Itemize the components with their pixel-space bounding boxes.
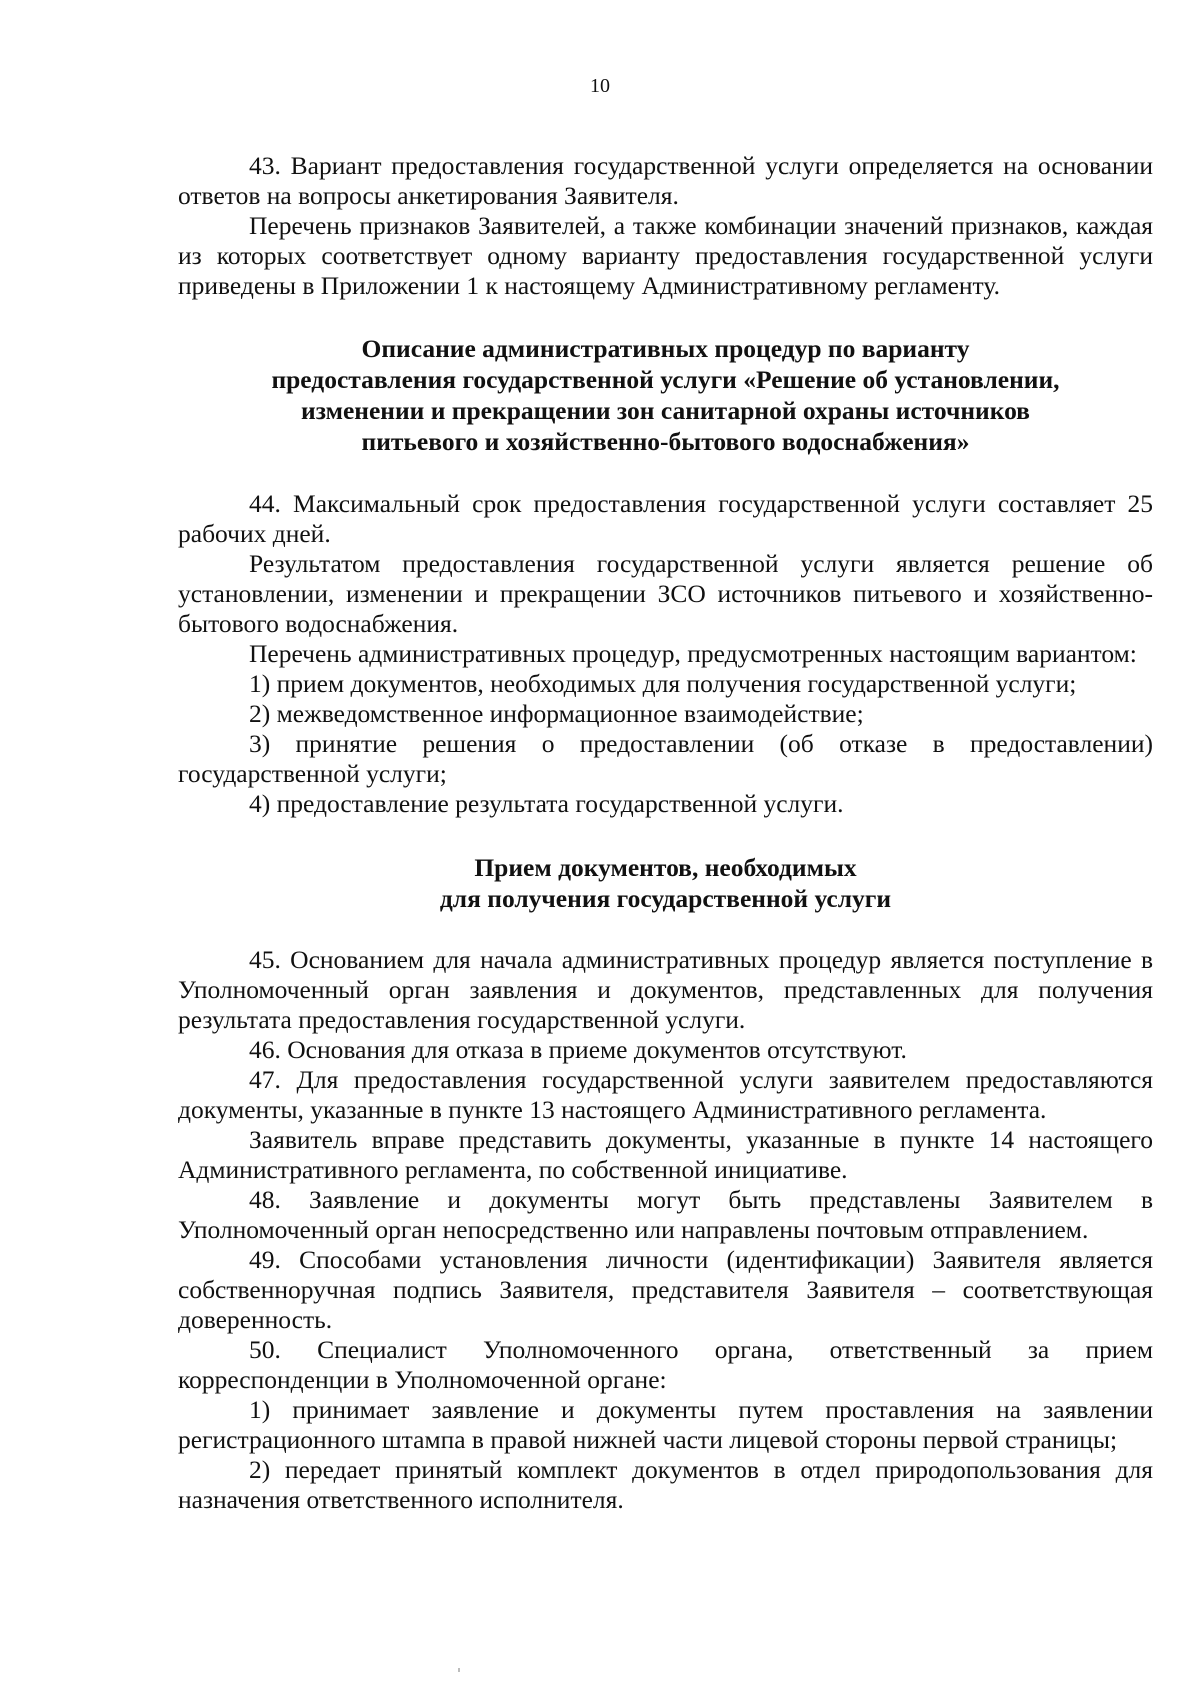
heading-line: Описание административных процедур по варианту bbox=[361, 334, 970, 363]
page-number: 10 bbox=[590, 75, 610, 97]
heading-line: Прием документов, необходимых bbox=[474, 853, 857, 882]
paragraph-procedure-list-intro: Перечень административных процедур, предусмотренных настоящим вариантом: bbox=[249, 639, 1137, 668]
list-item: 1) прием документов, необходимых для получения государственной услуги; bbox=[249, 669, 1077, 698]
list-item: 2) межведомственное информационное взаимодействие; bbox=[249, 699, 864, 728]
paragraph-48: 48. Заявление и документы могут быть представлены Заявителем в Уполномоченный орган непосредственно или направлены почтовым отправлением. bbox=[178, 1185, 1153, 1244]
paragraph-applicant-right: Заявитель вправе представить документы, указанные в пункте 14 настоящего Административного регламента, по собственной инициативе. bbox=[178, 1125, 1153, 1184]
paragraph-45: 45. Основанием для начала административных процедур является поступление в Уполномоченный орган заявления и документов, представленных для получения результата предоставления государственной услуги. bbox=[178, 945, 1153, 1034]
list-item: 1) принимает заявление и документы путем проставления на заявлении регистрационного штампа в правой нижней части лицевой стороны первой страницы; bbox=[178, 1395, 1153, 1454]
heading-line: изменении и прекращении зон санитарной охраны источников bbox=[301, 396, 1030, 425]
paragraph-applicant-features: Перечень признаков Заявителей, а также комбинации значений признаков, каждая из которых соответствует одному варианту предоставления государственной услуги приведены в Приложении 1 к настоящему Административному регламенту. bbox=[178, 211, 1153, 300]
heading-line: для получения государственной услуги bbox=[439, 884, 892, 913]
section-heading-procedures bbox=[178, 333, 1153, 457]
list-item: 2) передает принятый комплект документов в отдел природопользования для назначения ответственного исполнителя. bbox=[178, 1455, 1153, 1514]
paragraph-43: 43. Вариант предоставления государственной услуги определяется на основании ответов на вопросы анкетирования Заявителя. bbox=[178, 151, 1153, 210]
paragraph-46: 46. Основания для отказа в приеме документов отсутствуют. bbox=[249, 1035, 907, 1064]
heading-line: питьевого и хозяйственно-бытового водоснабжения» bbox=[361, 427, 970, 456]
section-heading-document-intake bbox=[178, 852, 1153, 914]
paragraph-47: 47. Для предоставления государственной услуги заявителем предоставляются документы, указанные в пункте 13 настоящего Административного регламента. bbox=[178, 1065, 1153, 1124]
paragraph-49: 49. Способами установления личности (идентификации) Заявителя является собственноручная подпись Заявителя, представителя Заявителя – соответствующая доверенность. bbox=[178, 1245, 1153, 1334]
paragraph-result: Результатом предоставления государственной услуги является решение об установлении, изменении и прекращении ЗСО источников питьевого и хозяйственно-бытового водоснабжения. bbox=[178, 549, 1153, 638]
list-item: 4) предоставление результата государственной услуги. bbox=[249, 789, 844, 818]
list-item: 3) принятие решения о предоставлении (об отказе в предоставлении) государственной услуги; bbox=[178, 729, 1153, 788]
heading-line: предоставления государственной услуги «Решение об установлении, bbox=[271, 365, 1060, 394]
scan-speck bbox=[458, 1668, 460, 1672]
paragraph-50: 50. Специалист Уполномоченного органа, ответственный за прием корреспонденции в Уполномоченной органе: bbox=[178, 1335, 1153, 1394]
paragraph-44: 44. Максимальный срок предоставления государственной услуги составляет 25 рабочих дней. bbox=[178, 489, 1153, 548]
document-body bbox=[178, 151, 1153, 1515]
